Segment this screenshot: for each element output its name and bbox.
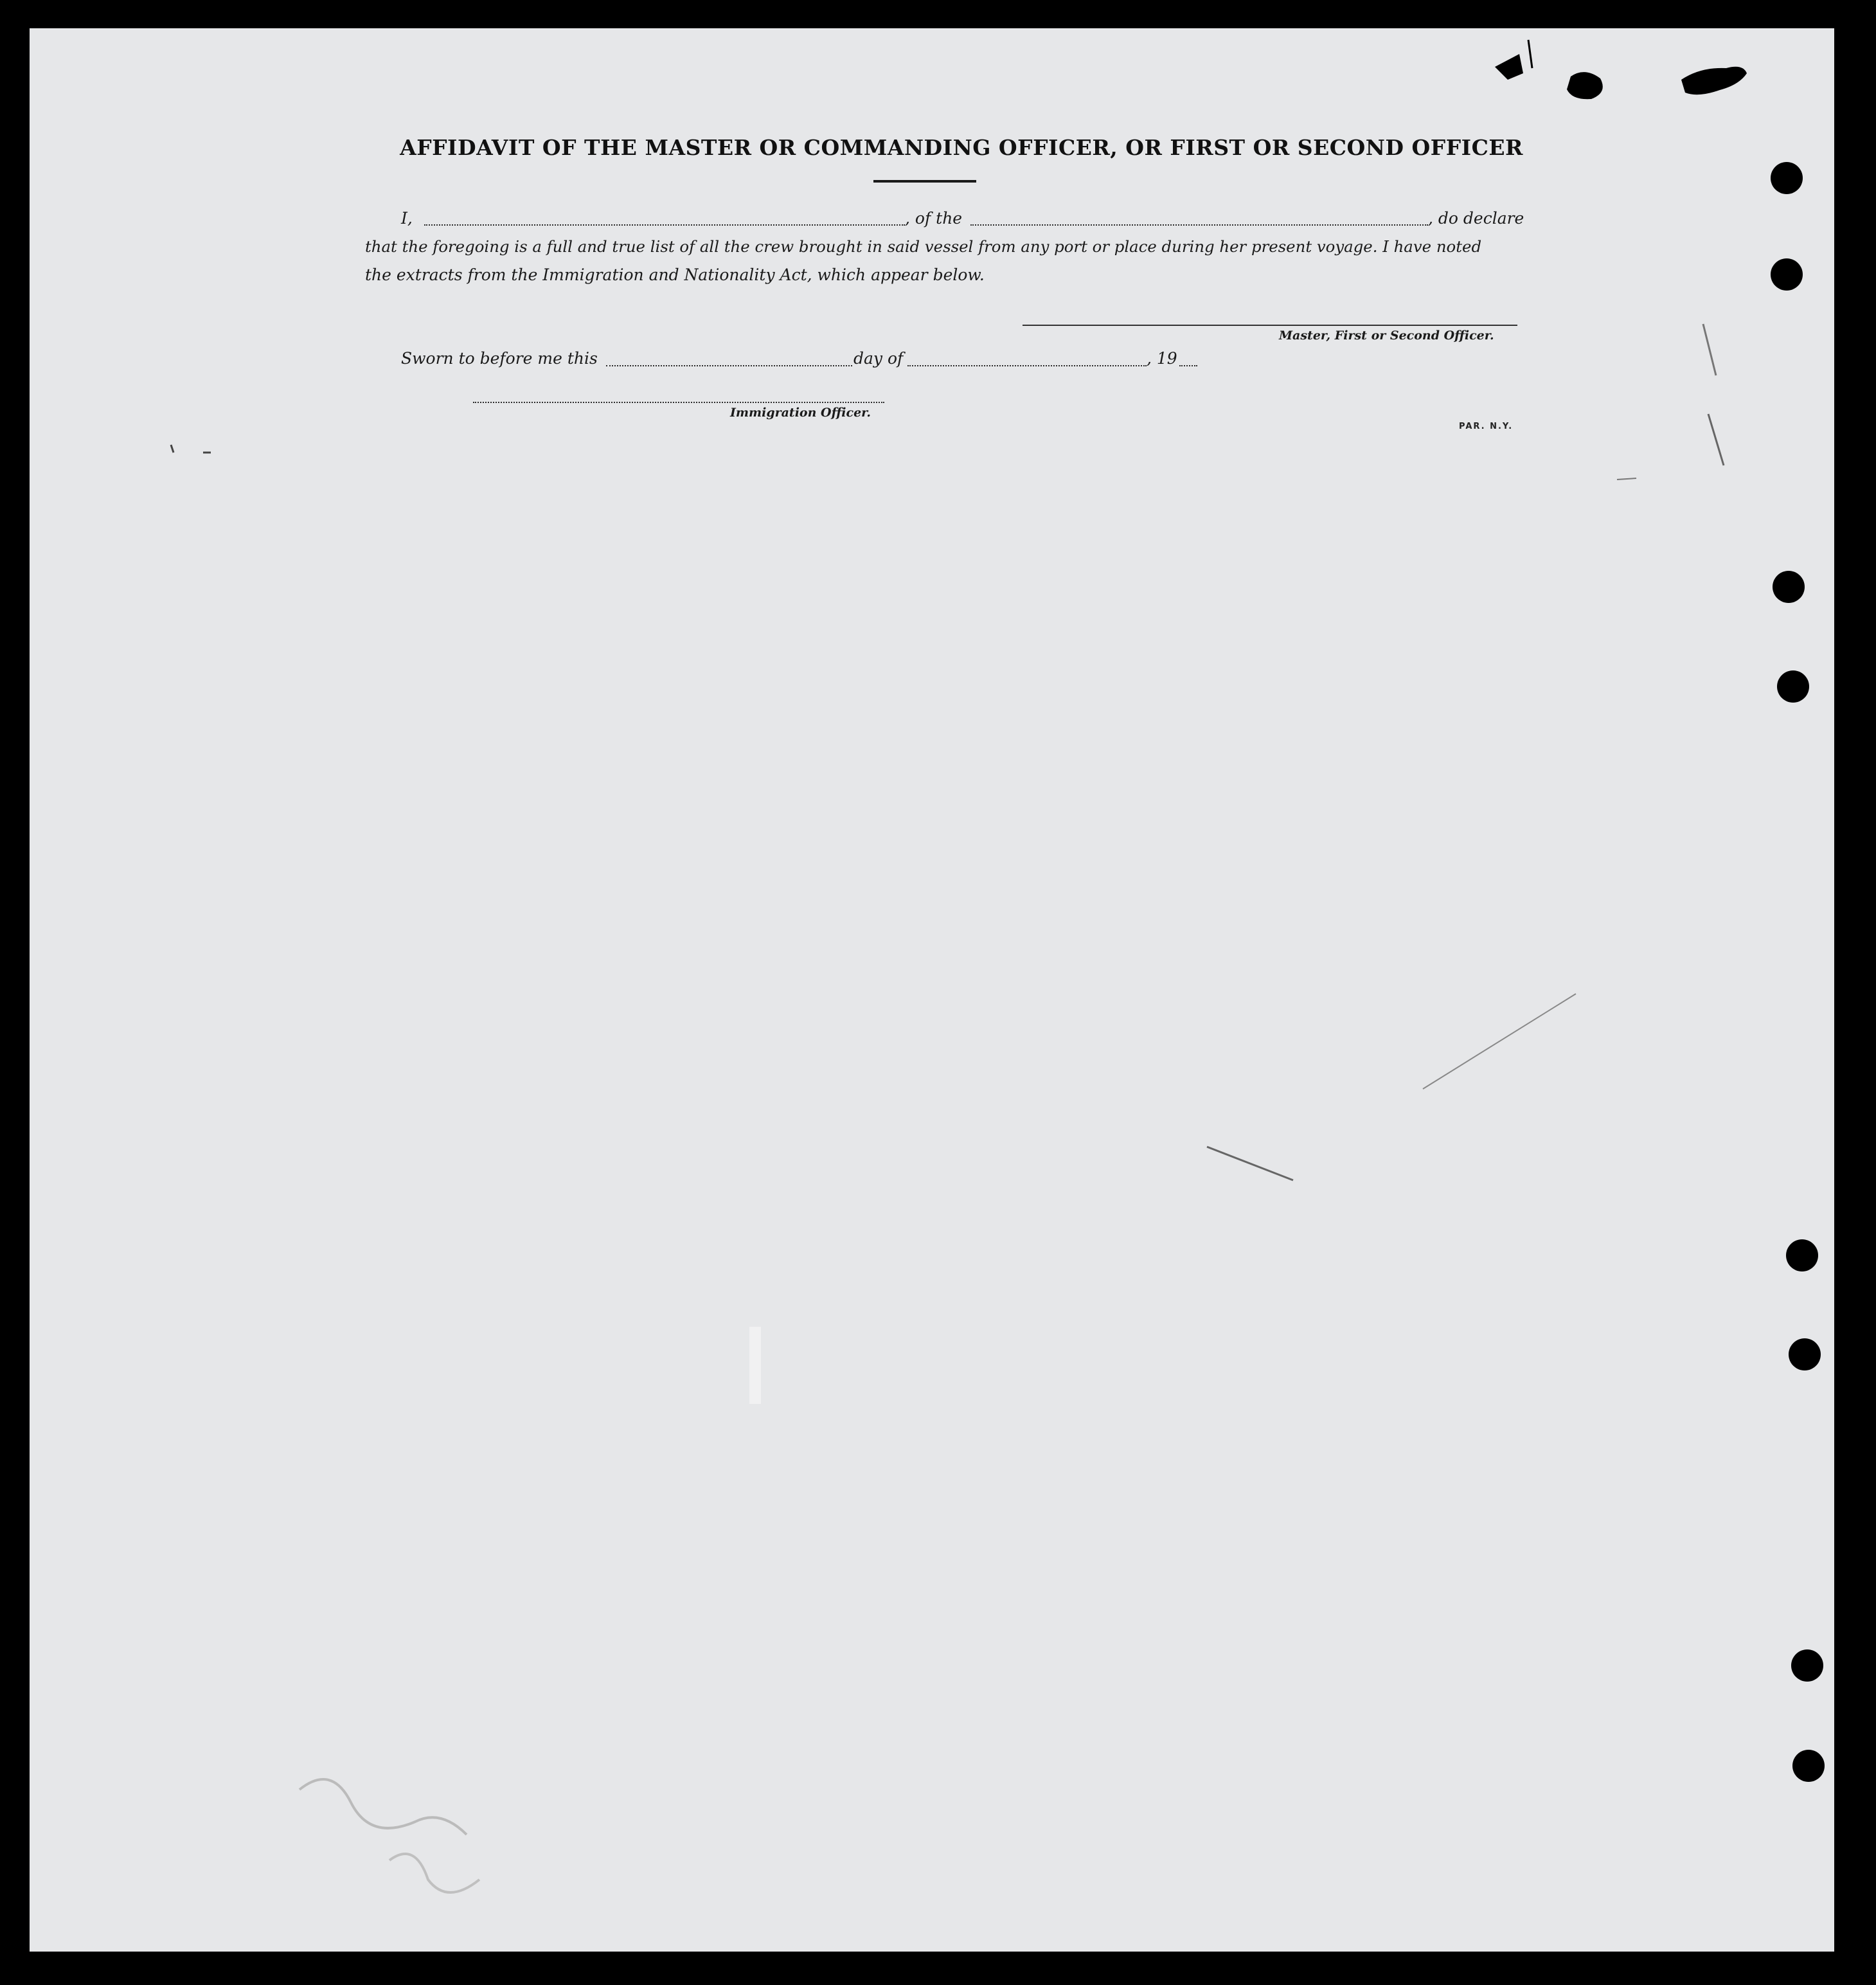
day-of-label: day of [853, 349, 904, 368]
of-the-label: , of the [905, 209, 963, 228]
print-code: PAR. N.Y. [1459, 422, 1514, 431]
declaration-line-2: that the foregoing is a full and true list of all the crew brought in said vessel from any port or place during her present voyage. I have noted [365, 237, 1482, 256]
immigration-caption: Immigration Officer. [730, 406, 871, 420]
affidavit-title: AFFIDAVIT OF THE MASTER OR COMMANDING OFFICER, OR FIRST OR SECOND OFFICER [400, 135, 1523, 160]
i-label: I, [401, 209, 413, 228]
sworn-label: Sworn to before me this [401, 349, 598, 368]
master-caption: Master, First or Second Officer. [1279, 328, 1494, 343]
do-declare-label: , do declare [1428, 209, 1524, 228]
declaration-line-3: the extracts from the Immigration and Nationality Act, which appear below. [365, 265, 985, 284]
document-page [30, 28, 1834, 1952]
year-label: , 19 [1147, 349, 1177, 368]
